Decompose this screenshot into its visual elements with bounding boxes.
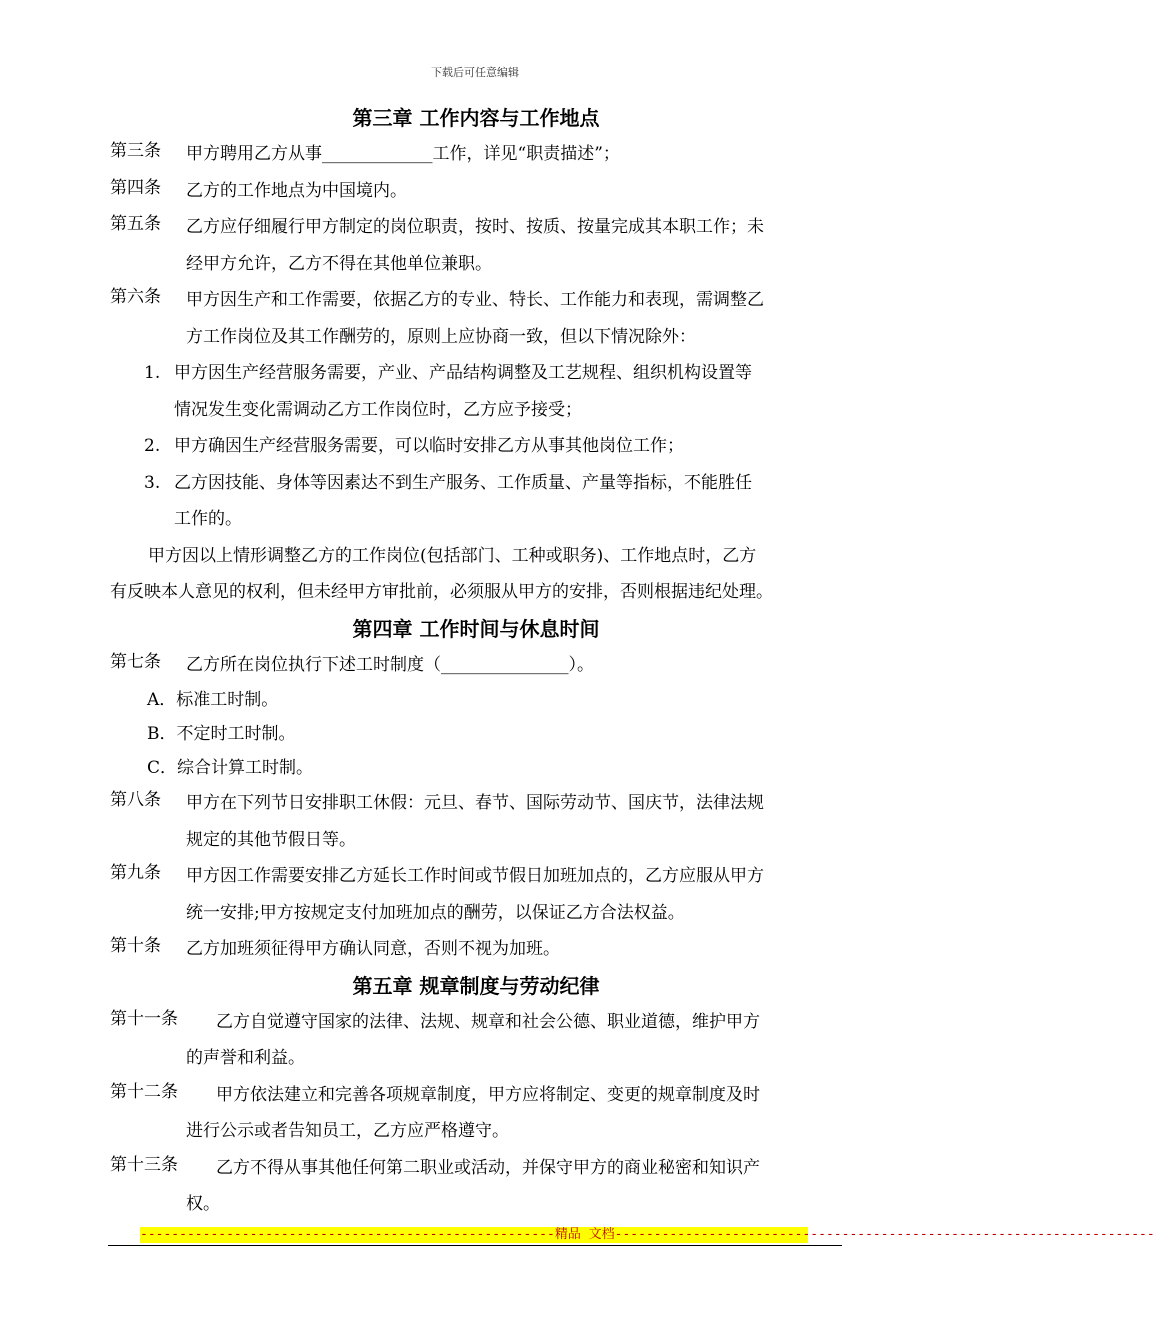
article-text: 甲方因工作需要安排乙方延长工作时间或节假日加班加点的，乙方应服从甲方 [186,866,764,886]
list-item-number: 3. [144,472,161,493]
article-label: 第十三条 [110,1154,178,1175]
article-text: 乙方自觉遵守国家的法律、法规、规章和社会公德、职业道德，维护甲方 [216,1011,760,1032]
article-text: 规定的其他节假日等。 [186,829,356,850]
article-label: 第八条 [110,790,161,810]
article-text: 甲方因生产和工作需要，依据乙方的专业、特长、工作能力和表现，需调整乙 [186,290,764,310]
article-label: 第六条 [110,287,161,307]
list-item-number: 2. [144,436,161,456]
article-label: 第十条 [110,936,161,956]
paragraph-line: 有反映本人意见的权利，但未经甲方审批前，必须服从甲方的安排，否则根据违纪处理。 [110,582,773,602]
article-8 [110,785,842,858]
article-label: 第四条 [110,177,161,198]
article-10 [110,931,842,968]
article-text: 乙方加班须征得甲方确认同意，否则不视为加班。 [186,939,560,959]
list-item-number: 1. [144,363,161,383]
article-text: 的声誉和利益。 [186,1048,305,1068]
option-a: A．标准工时制。 [147,690,279,710]
list-item-text: 情况发生变化需调动乙方工作岗位时，乙方应予接受； [174,399,582,420]
paragraph [110,538,842,611]
article-4 [110,173,842,210]
chapter-5-title: 第五章 规章制度与劳动纪律 [352,973,600,998]
list-item-text: 甲方因生产经营服务需要，产业、产品结构调整及工艺规程、组织机构设置等 [174,363,752,383]
chapter-3-title: 第三章 工作内容与工作地点 [352,106,600,130]
list-item-text: 甲方确因生产经营服务需要，可以临时安排乙方从事其他岗位工作； [174,436,684,456]
article-text: 权。 [186,1194,220,1214]
article-text: 乙方的工作地点为中国境内。 [186,180,407,201]
article-text: 甲方聘用乙方从事_____________工作，详见“职责描述”； [186,144,620,164]
article-label: 第十二条 [110,1081,178,1102]
article-text: 乙方不得从事其他任何第二职业或活动，并保守甲方的商业秘密和知识产 [216,1157,760,1178]
article-label: 第五条 [110,214,161,234]
article-12 [110,1077,842,1150]
article-text: 经甲方允许，乙方不得在其他单位兼职。 [186,253,492,274]
article-9 [110,858,842,931]
article-label: 第十一条 [110,1008,178,1029]
article-text: 进行公示或者告知员工，乙方应严格遵守。 [186,1121,509,1141]
article-text: 甲方依法建立和完善各项规章制度，甲方应将制定、变更的规章制度及时 [216,1084,760,1105]
document-body [110,100,842,1223]
article-6 [110,282,842,355]
footer-text: -----------------------------------------------------精品 文档--------------------------------------------------------------------- [140,1227,1155,1242]
article-text: 甲方在下列节日安排职工休假：元旦、春节、国际劳动节、国庆节，法律法规 [186,793,764,813]
article-label: 第九条 [110,863,161,883]
article-text: 统一安排;甲方按规定支付加班加点的酬劳，以保证乙方合法权益。 [186,902,685,923]
article-13 [110,1150,842,1223]
article-text: 方工作岗位及其工作酬劳的，原则上应协商一致，但以下情况除外： [186,326,696,347]
article-5 [110,209,842,282]
article-3 [110,136,842,173]
list-item [110,355,842,428]
article-11 [110,1004,842,1077]
article-7 [110,647,842,684]
list-item-text: 工作的。 [174,509,242,529]
page-header: 下载后可任意编辑 [431,66,519,79]
footer-divider [108,1245,842,1246]
article-text: 乙方所在岗位执行下述工时制度（_______________）。 [186,654,594,675]
chapter-4-title: 第四章 工作时间与休息时间 [352,616,600,641]
article-label: 第三条 [110,141,161,161]
list-item-text: 乙方因技能、身体等因素达不到生产服务、工作质量、产量等指标，不能胜任 [174,472,752,493]
option-c: C．综合计算工时制。 [147,758,314,778]
article-text: 乙方应仔细履行甲方制定的岗位职责，按时、按质、按量完成其本职工作；未 [186,217,764,237]
list-item [110,428,842,465]
list-item [110,465,842,538]
article-label: 第七条 [110,651,161,672]
paragraph-line: 甲方因以上情形调整乙方的工作岗位(包括部门、工种或职务)、工作地点时，乙方 [148,545,757,566]
option-b: B．不定时工时制。 [147,724,296,744]
